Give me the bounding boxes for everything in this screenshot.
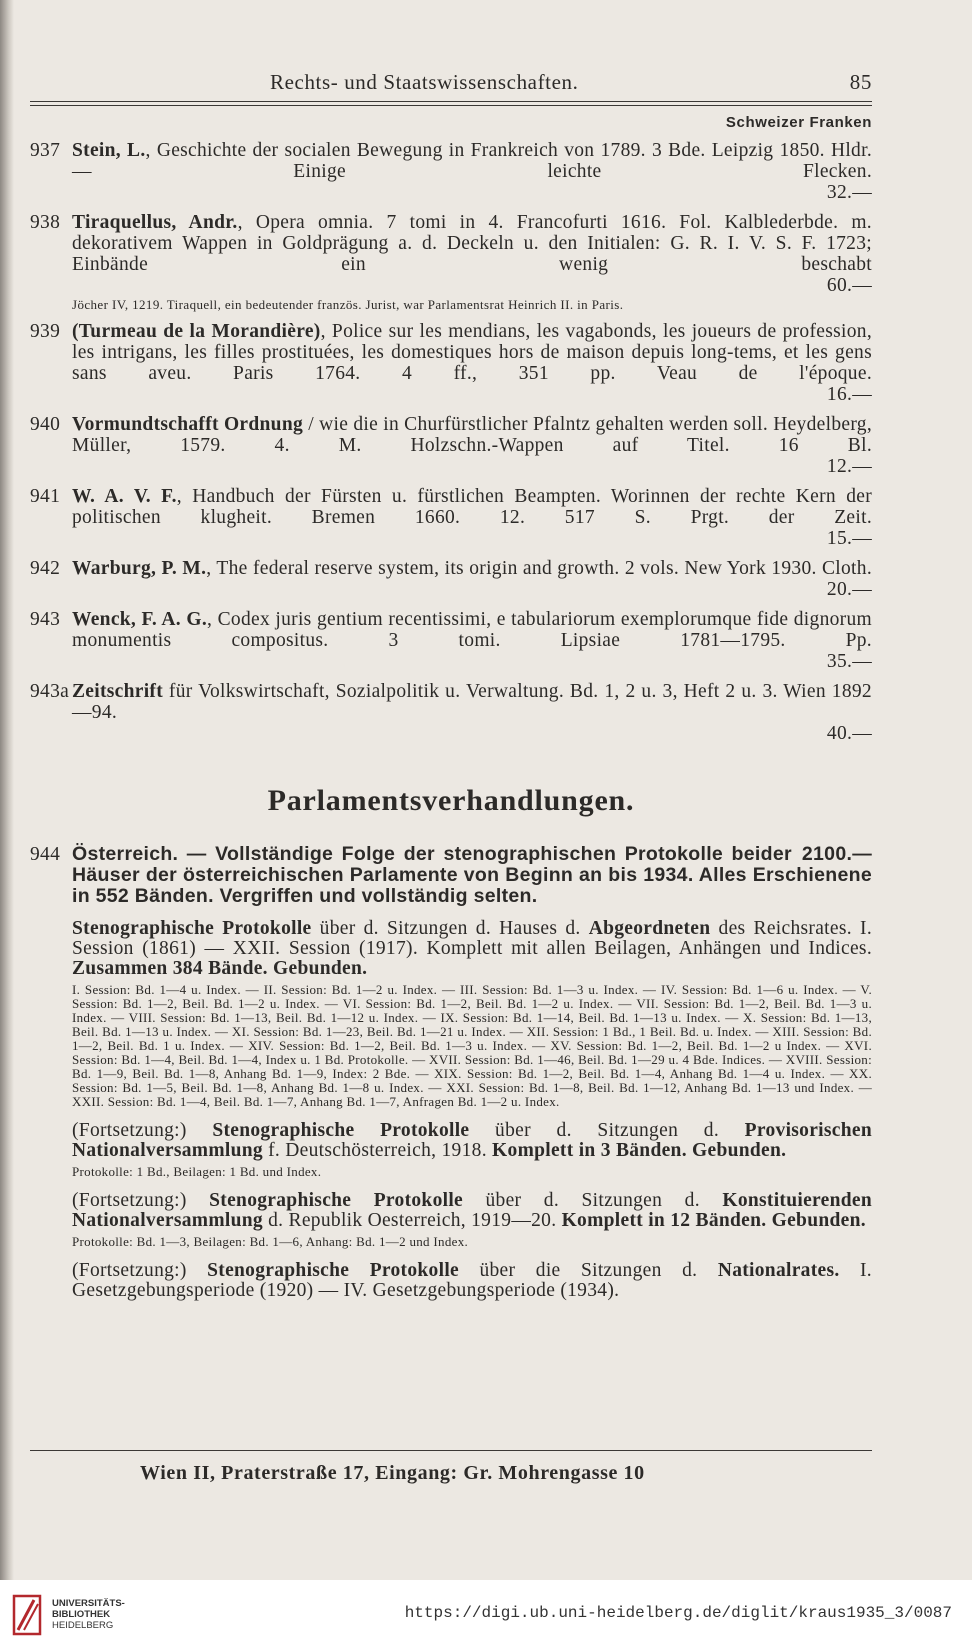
entry-price: 35.— xyxy=(826,651,872,672)
entry-number: 942 xyxy=(30,558,61,579)
sub3-lead: Stenographische Protokolle xyxy=(209,1190,464,1211)
sub2-text2: f. Deutschösterreich, 1918. xyxy=(262,1140,493,1161)
entry-body xyxy=(72,321,872,405)
entry-number: 943 xyxy=(30,609,61,630)
sub1-lead: Stenographische Protokolle xyxy=(72,918,312,939)
entry-944 xyxy=(30,844,872,907)
sub-entry-3-details: Protokolle: Bd. 1—3, Beilagen: Bd. 1—6, Anhang: Bd. 1—2 und Index. xyxy=(72,1234,469,1249)
entry-price: 32.— xyxy=(826,182,872,203)
entry-price: 40.— xyxy=(826,723,872,744)
sub2-pre: (Fortsetzung:) xyxy=(72,1120,213,1141)
catalog-entry xyxy=(30,321,872,405)
sub-entry-3 xyxy=(72,1191,872,1231)
entry-944-body: Österreich. — Vollständige Folge der stenographischen Protokolle beider Häuser der österreichischen Parlamente von Beginn an bis 1934. Alles Erschienene in 552 Bänden. Vergriffen und vollständig selten. xyxy=(72,843,872,907)
library-name xyxy=(52,1598,125,1631)
page-number: 85 xyxy=(849,70,872,94)
sub3-bold2: Konstituierenden Nationalversammlung xyxy=(72,1190,872,1231)
sub3-text2: d. Republik Oesterreich, 1919—20. xyxy=(262,1210,562,1231)
entry-number: 937 xyxy=(30,140,61,161)
entry-number: 938 xyxy=(30,212,61,233)
catalog-entry xyxy=(30,212,872,296)
entry-description: , The federal reserve system, its origin and growth. 2 vols. New York 1930. Cloth. xyxy=(206,558,872,579)
sub1-text: über d. Sitzungen d. Hauses d. xyxy=(311,918,589,939)
sub-entry-2-details: Protokolle: 1 Bd., Beilagen: 1 Bd. und Index. xyxy=(72,1164,322,1179)
page-content xyxy=(30,70,872,1484)
page-gutter-shadow xyxy=(0,0,14,1580)
entry-price: 15.— xyxy=(826,528,872,549)
currency-label: Schweizer Franken xyxy=(725,114,872,131)
sub4-bold2: Nationalrates. xyxy=(717,1260,840,1281)
catalog-entry xyxy=(30,414,872,477)
entry-author: (Turmeau de la Morandière) xyxy=(72,321,321,342)
catalog-entry xyxy=(30,609,872,672)
entry-author: Wenck, F. A. G. xyxy=(72,609,208,630)
running-header xyxy=(30,70,872,95)
entry-price: 60.— xyxy=(826,275,872,296)
entry-description: , Geschichte der socialen Bewegung in Frankreich von 1789. 3 Bde. Leipzig 1850. Hldr. — Einige leichte Flecken. xyxy=(72,140,872,182)
entry-price: 16.— xyxy=(826,384,872,405)
entry-note: Jöcher IV, 1219. Tiraquell, ein bedeutender französ. Jurist, war Parlamentsrat Heinrich II. in Paris. xyxy=(72,297,624,312)
header-rule xyxy=(30,101,872,102)
entry-author: Vormundtschafft Ordnung xyxy=(72,414,304,435)
entry-body xyxy=(72,609,872,672)
entry-description: , Handbuch der Fürsten u. fürstlichen Beampten. Worinnen der rechte Kern der politischen klugheit. Bremen 1660. 12. 517 S. Prgt. der Zeit. xyxy=(72,486,872,528)
entry-description: / wie die in Churfürstlicher Pfalntz gehalten werden soll. Heydelberg, Müller, 1579. 4. M. Holzschn.-Wappen auf Titel. 16 Bl. xyxy=(72,414,872,456)
running-header-title: Rechts- und Staatswissenschaften. xyxy=(270,70,579,94)
sub2-text: über d. Sitzungen d. xyxy=(469,1120,745,1141)
library-line1: UNIVERSITÄTS- xyxy=(52,1598,125,1609)
header-rule-thin xyxy=(30,105,872,106)
entry-body xyxy=(72,486,872,549)
sub1-bold3: Zusammen 384 Bände. Gebunden. xyxy=(72,958,368,979)
entry-number: 943a xyxy=(30,681,70,702)
entry-price: 2100.— xyxy=(801,843,872,865)
sub4-text2: I. Gesetzgebungsperiode (1920) — IV. Gesetzgebungsperiode (1934). xyxy=(72,1260,872,1301)
sub2-bold3: Komplett in 3 Bänden. Gebunden. xyxy=(492,1140,787,1161)
footer-rule xyxy=(30,1450,872,1451)
entry-price: 12.— xyxy=(826,456,872,477)
entry-body xyxy=(72,212,872,296)
library-line3: HEIDELBERG xyxy=(52,1620,114,1631)
sub-entry-4 xyxy=(72,1261,872,1301)
entry-number: 941 xyxy=(30,486,61,507)
entry-number: 939 xyxy=(30,321,61,342)
sub-entry-1-details: I. Session: Bd. 1—4 u. Index. — II. Session: Bd. 1—2 u. Index. — III. Session: Bd. 1—3 u. Index. — IV. Session: Bd. 1—6 u. Index. — V. Session: Bd. 1—2, Beil. Bd. 1—2 u. Index. — VI. Session: Bd. 1—2, Beil. Bd. 1—2 u. Index. — VII. Session: Bd. 1—2, Beil. Bd. 1—3 u. Index. — VIII. Session: Bd. 1—13, Beil. Bd. 1—12 u. Index. — IX. Session: Bd. 1—14, Beil. Bd. 1—13 u. Index. — X. Session: Bd. 1—13, Beil. Bd. 1—13 u. Index. — XI. Session: Bd. 1—23, Beil. Bd. 1—21 u. Index. — XII. Session: 1 Bd., 1 Beil. Bd. u. Index. — XIII. Session: Bd. 1—2, Beil. Bd. 1 u. Index. — XIV. Session: Bd. 1—2, Beil. Bd. 1—3 u. Index. — XV. Session: Bd. 1—2, Beil. Bd. 1—2 u Index. — XVI. Session: Bd. 1—4, Beil. Bd. 1—4, Index u. 1 Bd. Protokolle. — XVII. Session: Bd. 1—46, Beil. Bd. 1—29 u. 4 Bde. Indices. — XVIII. Session: Bd. 1—9, Beil. Bd. 1—8, Anhang Bd. 1—9, Index: 2 Bde. — XIX. Session: Bd. 1—2, Beil. Bd. 1—4, Anhang Bd. 1—4 u. Index. — XX. Session: Bd. 1—5, Beil. Bd. 1—8, Anhang Bd. 1—8 u. Index. — XXI. Session: Bd. 1—8, Beil. Bd. 1—12, Anhang Bd. 1—13 und Index. — XXII. Session: Bd. 1—4, Beil. Bd. 1—7, Anhang Bd. 1—7, Anfragen Bd. 1—2 u. Index. xyxy=(72,982,872,1109)
entry-description: für Volkswirtschaft, Sozialpolitik u. Verwaltung. Bd. 1, 2 u. 3, Heft 2 u. 3. Wien 1892—94. xyxy=(72,681,872,723)
catalog-entry xyxy=(30,486,872,549)
library-line2: BIBLIOTHEK xyxy=(52,1609,111,1620)
sub-entry-2 xyxy=(72,1121,872,1161)
catalog-entry xyxy=(30,558,872,600)
sub3-text: über d. Sitzungen d. xyxy=(463,1190,723,1211)
entry-body xyxy=(72,558,872,600)
entry-body xyxy=(72,414,872,477)
sub3-bold3: Komplett in 12 Bänden. Gebunden. xyxy=(561,1210,866,1231)
catalog-entry xyxy=(30,140,872,203)
entry-author: Zeitschrift xyxy=(72,681,164,702)
entry-body xyxy=(72,140,872,203)
entry-author: Stein, L. xyxy=(72,140,146,161)
viewer-footer-bar xyxy=(0,1580,972,1651)
sub4-lead: Stenographische Protokolle xyxy=(207,1260,459,1281)
permalink-url[interactable]: https://digi.ub.uni-heidelberg.de/diglit/kraus1935_3/0087 xyxy=(404,1604,952,1622)
entry-description: , Police sur les mendians, les vagabonds, les joueurs de profession, les intrigans, les filles prostituées, les domestiques hors de maison depuis long-tems, et les gens sans aveu. Paris 1764. 4 ff., 351 pp. Veau de l'époque. xyxy=(72,321,872,384)
sub2-bold2: Provisorischen Nationalversammlung xyxy=(72,1120,872,1161)
sub4-pre: (Fortsetzung:) xyxy=(72,1260,208,1281)
entry-price: 20.— xyxy=(826,579,872,600)
university-logo-icon xyxy=(12,1592,42,1638)
entry-list xyxy=(30,140,872,744)
entry-944-text xyxy=(72,844,872,907)
entry-author: W. A. V. F. xyxy=(72,486,177,507)
sub3-pre: (Fortsetzung:) xyxy=(72,1190,210,1211)
catalog-entry xyxy=(30,681,872,744)
entry-number: 940 xyxy=(30,414,61,435)
sub1-bold2: Abgeordneten xyxy=(588,918,711,939)
sub2-lead: Stenographische Protokolle xyxy=(212,1120,470,1141)
entry-body xyxy=(72,681,872,744)
section-title: Parlamentsverhandlungen. xyxy=(267,784,635,817)
entry-description: , Codex juris gentium recentissimi, e tabulariorum exemplorumque fide dignorum monumentis compositus. 3 tomi. Lipsiae 1781—1795. Pp. xyxy=(72,609,872,651)
sub1-text2: des Reichsrates. I. Session (1861) — XXII. Session (1917). Komplett mit allen Beilagen, Anhängen und Indices. xyxy=(72,918,872,959)
sub-entry-1 xyxy=(72,919,872,979)
entry-description: , Opera omnia. 7 tomi in 4. Francofurti 1616. Fol. Kalblederbde. m. dekorativem Wappen in Goldprägung a. d. Deckeln u. den Initialen: G. R. I. V. S. F. 1723; Einbände ein wenig beschabt xyxy=(72,212,872,275)
footer-address: Wien II, Praterstraße 17, Eingang: Gr. Mohrengasse 10 xyxy=(140,1462,645,1484)
entry-number: 944 xyxy=(30,844,61,865)
entry-author: Warburg, P. M. xyxy=(72,558,207,579)
entry-author: Tiraquellus, Andr. xyxy=(72,212,238,233)
sub4-text: über die Sitzungen d. xyxy=(459,1260,718,1281)
